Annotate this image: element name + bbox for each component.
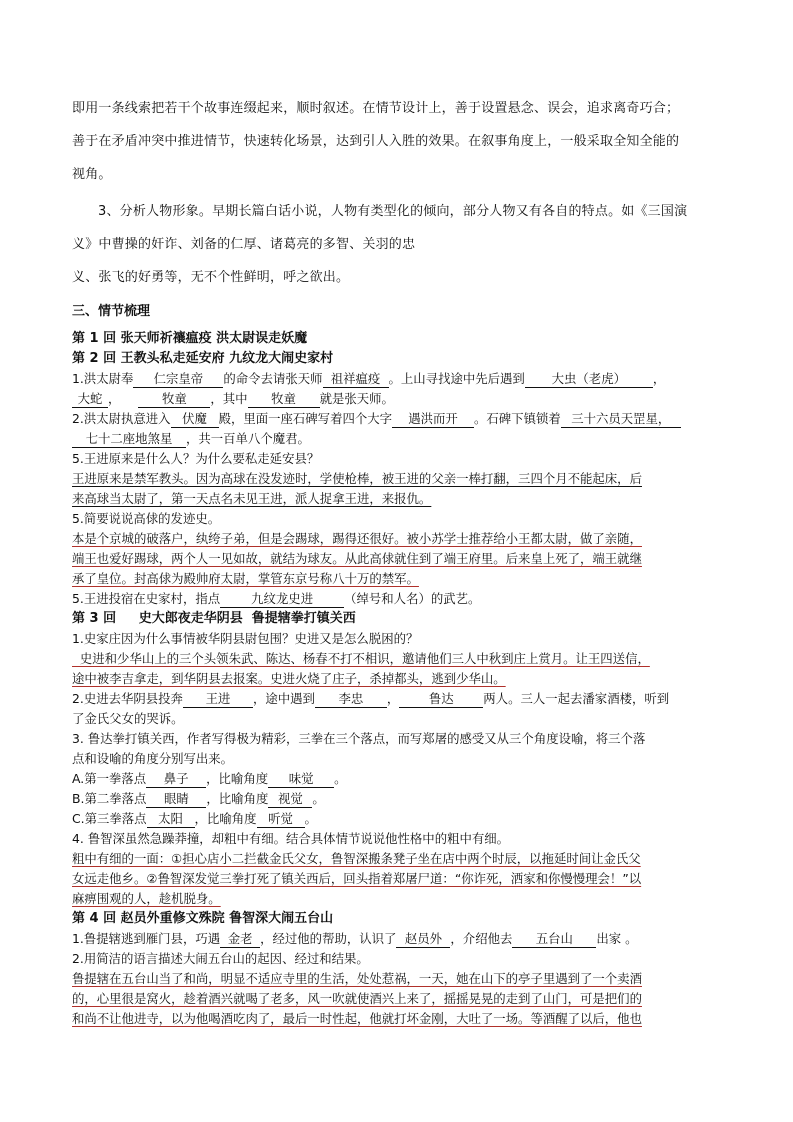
answer-line: 王进原来是禁军教头。因为高球在没发迹时，学使枪棒，被王进的父亲一棒打翻，三四个月不能起床，后 [72,471,642,486]
answer-blank: 牧童 [248,390,320,408]
chapter-title: 第 2 回 王教头私走延安府 九纹龙大闹史家村 [72,351,334,366]
question-line: 4. 鲁智深虽然急躁莽撞，却粗中有细。结合具体情节说说他性格中的粗中有细。 [72,831,510,846]
text-run: ， [652,371,666,386]
question-line [72,689,722,709]
answer-blank: 王进 [183,690,253,708]
text-run: 就是张天师。 [319,391,394,406]
answer-line: 来高球当太尉了，第一天点名未见王进，派人捉拿王进，来报仇。 [72,491,432,506]
answer-blank: 太阳 [147,810,195,828]
answer-blank: 牧童 [138,390,210,408]
question-line: 2.用简洁的语言描述大闹五台山的起因、经过和结果。 [72,951,369,966]
question-line: 5.简要说说高俅的发迹史。 [72,511,221,526]
intro-line: 善于在矛盾冲突中推进情节，快速转化场景，达到引人入胜的效果。在叙事角度上，一般采取全知全能的 [72,134,680,149]
question-line [72,589,722,609]
chapter-title: 第 4 回 赵员外重修文殊院 鲁智深大闹五台山 [72,911,334,926]
text-run: 。石碑下镇锁着 [474,411,561,426]
answer-line: 和尚不让他进寺，以为他喝酒吃肉了，最后一时性起，他就打坏金刚，大吐了一场。等酒醒了以后，他也 [72,1011,642,1026]
text-run: 1.鲁提辖逃到雁门县，巧遇 [72,931,221,946]
text-run: B.第二拳落点 [72,791,147,806]
text-run: ，比喻角度 [206,771,269,786]
question-line: 了金氏父女的哭诉。 [72,711,184,726]
section-title: 三、情节梳理 [72,304,151,319]
text-run: 2.洪太尉执意进入 [72,411,171,426]
question-line: 1.史家庄因为什么事情被华阴县尉包围？史进又是怎么脱困的？ [72,631,419,646]
answer-blank: 仁宗皇帝 [133,370,223,388]
answer-line: 粗中有细的一面：①担心店小二拦截金氏父女，鲁智深搬条凳子坐在店中两个时辰，以拖延时间让金氏父 [72,851,641,866]
text-run: （绰号和人名）的武艺。 [344,591,481,606]
text-run: 两人。三人一起去潘家酒楼，听到 [483,691,670,706]
answer-blank: 大蛇 [72,390,108,408]
text-run: 1.洪太尉奉 [72,371,134,386]
question-line [72,389,722,409]
answer-line: 本是个京城的破落户，纨绔子弟，但是会踢球，踢得还很好。被小苏学士推荐给小王都太尉，做了亲随， [72,531,642,546]
text-run: ，比喻角度 [206,791,269,806]
text-run: ，介绍他去 [450,931,513,946]
answer-blank: 眼睛 [146,790,206,808]
question-line: 点和设喻的角度分别写出来。 [72,751,234,766]
answer-blank: 味觉 [268,770,334,788]
question-line [72,769,722,789]
text-run: 出家 。 [596,931,638,946]
answer-blank: 鼻子 [146,770,206,788]
chapter-title: 第 3 回 史大郎夜走华阴县 鲁提辖拳打镇关西 [72,611,356,626]
question-line [72,409,722,429]
answer-blank: 金老 [220,930,260,948]
answer-blank: 鲁达 [399,690,483,708]
text-run: C.第三拳落点 [72,811,147,826]
answer-line: 端王也爱好踢球，两个人一见如故，就结为球友。从此高俅就住到了端王府里。后来皇上死了，端王就继 [72,551,642,566]
text-run: ， [108,391,121,406]
text-run: 。上山寻找途中先后遇到 [388,371,525,386]
intro-line: 义》中曹操的奸诈、刘备的仁厚、诸葛亮的多智、关羽的忠 [72,237,416,252]
chapter-title: 第 1 回 张天师祈禳瘟疫 洪太尉误走妖魔 [72,331,308,346]
answer-blank: 祖祥瘟疫 [323,370,389,388]
question-line [72,809,722,829]
answer-blank: 九纹龙史进 [220,590,344,608]
question-line [72,929,722,949]
answer-blank: 五台山 [512,930,596,948]
text-run: ，经过他的帮助，认识了 [260,931,397,946]
question-line: 5.王进原来是什么人？为什么要私走延安县？ [72,451,320,466]
answer-blank: 七十二座地煞星 [72,430,186,448]
text-run: ，途中遇到 [252,691,315,706]
text-run: ，比喻角度 [194,811,257,826]
answer-blank: 听觉 [257,810,305,828]
answer-blank: 遇洪而开 [392,410,474,428]
text-run: 。 [334,771,347,786]
intro-line: 义、张飞的好勇等，无不个性鲜明，呼之欲出。 [72,270,350,285]
intro-line: 即用一条线索把若干个故事连缀起来，顺时叙述。在情节设计上，善于设置悬念、误会，追求离奇巧合； [72,101,680,116]
text-run: ，共一百单八个魔君。 [186,431,310,446]
text-run: 的命令去请张天师 [223,371,323,386]
text-run: 殿，里面一座石碑写着四个大字 [218,411,393,426]
text-run: 5.王进投宿在史家村，指点 [72,591,221,606]
answer-blank: 三十六员天罡星， [561,410,681,428]
answer-blank: 赵员外 [396,930,450,948]
document-page [72,92,722,1029]
answer-blank: 伏魔 [171,410,219,428]
answer-blank: 李忠 [315,690,387,708]
question-line [72,789,722,809]
text-run: 。 [304,811,317,826]
text-run: 2.史进去华阴县投奔 [72,691,183,706]
answer-line: 鲁提辖在五台山当了和尚，明显不适应寺里的生活，处处惹祸，一天，她在山下的亭子里遇到了一个卖酒 [72,971,642,986]
intro-line: 3、分析人物形象。早期长篇白话小说，人物有类型化的倾向，部分人物又有各自的特点。如《三国演 [98,204,688,219]
answer-line: 史进和少华山上的三个头领朱武、陈达、杨春不打不相识，邀请他们三人中秋到庄上赏月。让王四送信， [72,651,650,666]
answer-line: 途中被李吉拿走，到华阴县去报案。史进火烧了庄子，杀掉都头，逃到少华山。 [72,671,506,686]
answer-line: 女远走他乡。②鲁智深发觉三拳打死了镇关西后，回头指着郑屠尸道：“你诈死，洒家和你慢慢理会！”以 [72,871,642,886]
question-line: 3. 鲁达拳打镇关西，作者写得极为精彩，三拳在三个落点，而写郑屠的感受又从三个角度设喻，将三个落 [72,731,646,746]
answer-blank: 视觉 [268,790,312,808]
answer-blank: 大虫（老虎） [525,370,653,388]
text-run: 。 [312,791,325,806]
intro-line: 视角。 [72,167,112,182]
answer-line: 的，心里很是窝火，趁着酒兴就喝了老多，风一吹就使酒兴上来了，摇摇晃晃的走到了山门，可是把们的 [72,991,642,1006]
question-line [72,429,722,449]
text-run: A.第一拳落点 [72,771,147,786]
question-line [72,369,722,389]
answer-line: 承了皇位。封高俅为殿帅府太尉，掌管东京号称八十万的禁军。 [72,571,419,586]
text-run: ， [386,691,400,706]
answer-line: 麻痹围观的人，趁机脱身。 [72,891,221,906]
text-run: ，其中 [210,391,248,406]
